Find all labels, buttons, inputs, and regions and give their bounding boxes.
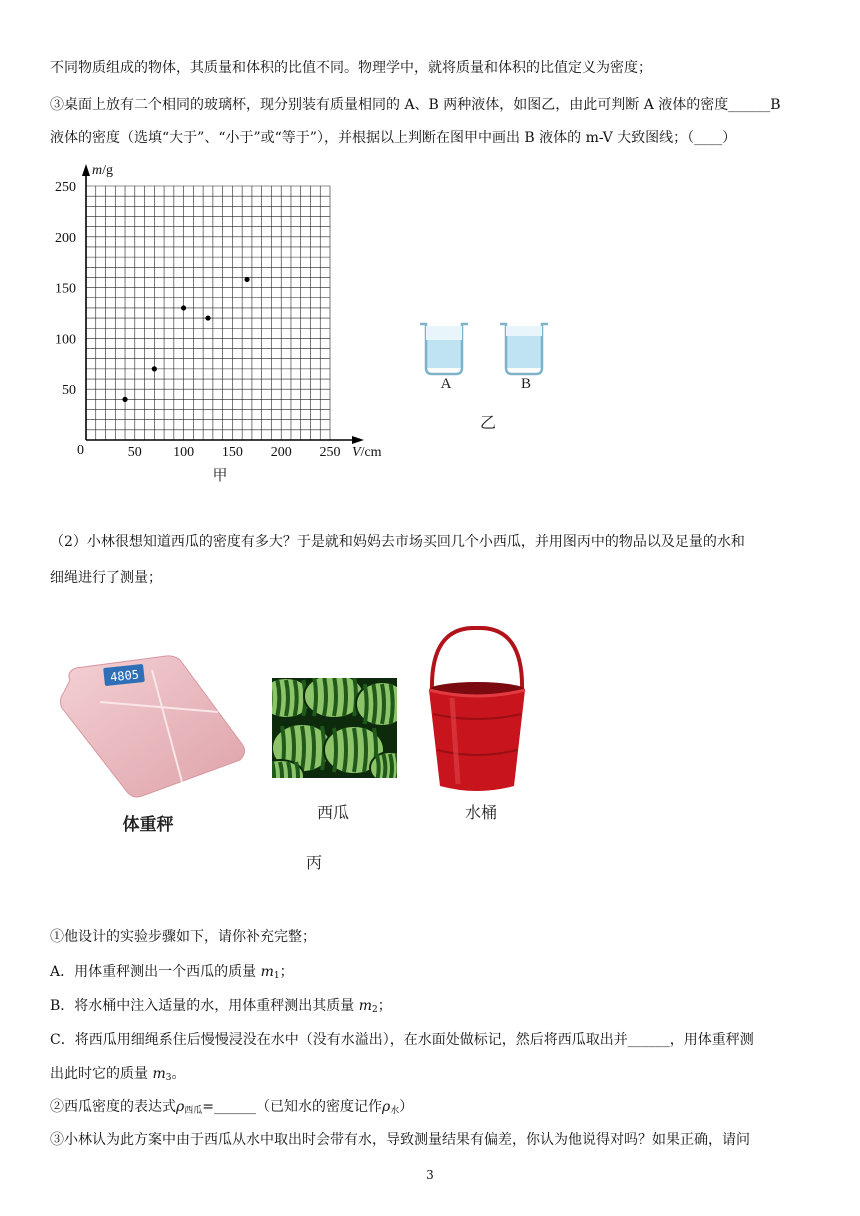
watermelon-stripe [280, 762, 282, 778]
x-tick-label: 50 [127, 445, 142, 460]
step-c-line-2: 出此时它的质量 $m_3$。 [50, 1066, 186, 1083]
y-axis-label: m/g [92, 163, 114, 178]
y-tick-label: 200 [55, 230, 76, 246]
step-a: A．用体重秤测出一个西瓜的质量 $m_1$； [50, 964, 294, 981]
figure-jia-caption: 甲 [212, 466, 228, 484]
watermelon-stripe [286, 680, 288, 716]
watermelon-stripe [373, 684, 375, 724]
data-point [152, 366, 157, 371]
data-point [244, 277, 249, 282]
cup-b [500, 324, 548, 374]
watermelon-stripe [390, 754, 392, 778]
watermelon-stripe [354, 678, 356, 716]
watermelon-stripe [324, 678, 326, 716]
watermelon-stripe [354, 728, 356, 772]
watermelon-stripe [334, 678, 336, 716]
scale-display-value: 4805 [109, 667, 140, 685]
cup-a-label: A [440, 376, 452, 392]
page-number: 3 [426, 1168, 434, 1182]
watermelon-stripe [296, 762, 298, 778]
y-tick-label: 50 [62, 383, 76, 399]
text-line-3: 液体的密度（选填“大于”、“小于”或“等于”），并根据以上判断在图甲中画出 B 液体的 m-V 大致图线；（____） [50, 130, 737, 146]
step-c-line-1: C．将西瓜用细绳系住后慢慢浸没在水中（没有水溢出），在水面处做标记，然后将西瓜取出并______，用体重秤测 [50, 1032, 754, 1048]
y-tick-label: 150 [55, 281, 76, 297]
watermelon-stripe [365, 684, 367, 724]
density-expression: ②西瓜密度的表达式$\rho_{西瓜}=\_\_\_\_\_\_$（已知水的密度记作$\rho_水$） [50, 1099, 414, 1116]
graph-points [122, 277, 249, 402]
scale-label: 体重秤 [122, 815, 174, 835]
text-line-5: 细绳进行了测量； [50, 570, 162, 586]
bathroom-scale-image [58, 652, 248, 802]
x-tick-label: 100 [173, 445, 195, 460]
step-intro: ①他设计的实验步骤如下，请你补充完整； [50, 929, 316, 945]
x-tick-label: 200 [270, 445, 292, 460]
data-point [122, 397, 127, 402]
cup-a-liquid [426, 340, 462, 368]
watermelon-stripe [312, 726, 314, 770]
watermelon-stripe [344, 678, 346, 716]
watermelon-stripe [391, 684, 393, 724]
x-axis-label: V/cm [352, 445, 382, 460]
data-point [181, 305, 186, 310]
data-point [205, 315, 210, 320]
figure-bing-caption: 丙 [305, 853, 322, 872]
y-tick-label: 100 [55, 332, 76, 348]
text-line-1: 不同物质组成的物体，其质量和体积的比值不同。物理学中，就将质量和体积的比值定义为密度； [50, 60, 652, 76]
text-line-4: （2）小林很想知道西瓜的密度有多大？于是就和妈妈去市场买回几个小西瓜，并用图丙中的物品以及足量的水和 [50, 534, 745, 550]
x-tick-label: 150 [221, 445, 243, 460]
figure-jia-graph [40, 150, 400, 490]
x-tick-labels [128, 445, 341, 460]
y-tick-label: 250 [55, 180, 76, 195]
cup-b-label: B [520, 376, 531, 392]
graph-grid [86, 186, 330, 440]
bucket-image [422, 626, 532, 798]
x-axis-arrow [352, 436, 364, 444]
watermelon-stripe [277, 680, 279, 716]
watermelon-stripe [377, 754, 379, 778]
text-last-line: ③小林认为此方案中由于西瓜从水中取出时会带有水，导致测量结果有偏差，你认为他说得对吗？如果正确，请问 [50, 1132, 750, 1148]
graph-axes [82, 164, 364, 444]
watermelon-stripe [272, 762, 274, 778]
y-tick-labels [55, 180, 76, 398]
figure-yi-caption: 乙 [479, 413, 496, 432]
watermelon-label: 西瓜 [316, 803, 349, 822]
step-b: B．将水桶中注入适量的水，用体重秤测出其质量 $m_2$； [50, 998, 392, 1015]
cup-a [420, 324, 468, 374]
origin-label: 0 [77, 443, 84, 458]
y-axis-arrow [82, 164, 90, 176]
watermelon-stripe [288, 762, 290, 778]
watermelon-stripe [383, 754, 385, 778]
watermelon-stripe [364, 728, 366, 772]
watermelon-stripe [382, 684, 384, 724]
watermelon-stripe [344, 728, 346, 772]
watermelon-stripe [302, 726, 304, 770]
watermelon-stripe [334, 728, 336, 772]
watermelon-stripe [314, 678, 316, 716]
bucket-label: 水桶 [464, 803, 497, 822]
cup-b-liquid [506, 336, 542, 368]
text-line-2: ③桌面上放有二个相同的玻璃杯，现分别装有质量相同的 A、B 两种液体，如图乙，由此可判断 A 液体的密度______B [50, 97, 781, 113]
watermelon-image [272, 678, 397, 778]
x-tick-label: 250 [319, 445, 341, 460]
watermelon-stripe [295, 680, 297, 716]
